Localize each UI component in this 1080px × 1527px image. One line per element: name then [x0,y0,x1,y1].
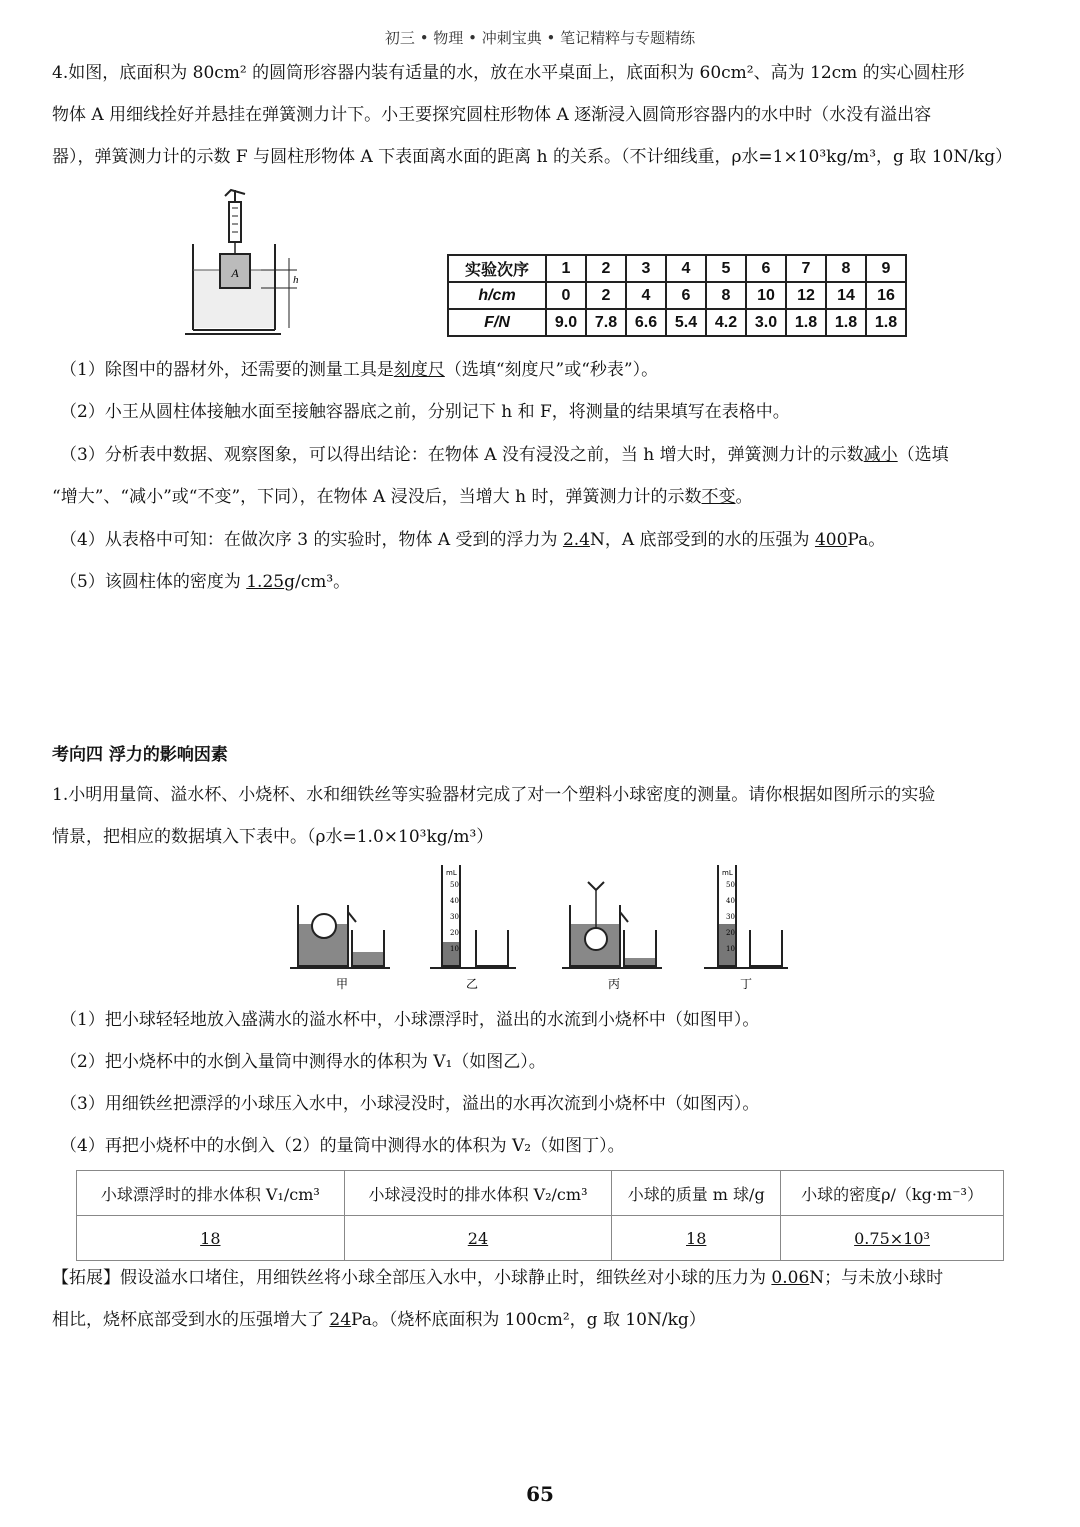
object-a-label: A [231,266,239,280]
q1-sub4: （4）再把小烧杯中的水倒入（2）的量筒中测得水的体积为 V₂（如图丁）。 [60,1136,625,1156]
page-header: 初三 • 物理 • 冲刺宝典 • 笔记精粹与专题精练 [384,29,696,47]
q1-line1: 1.小明用量筒、溢水杯、小烧杯、水和细铁丝等实验器材完成了对一个塑料小球密度的测量。请你根据如图所示的实验 [52,785,936,805]
tick-label: 10 [450,945,459,953]
table-cell: 5.4 [666,309,706,336]
tick-label: 50 [450,881,459,889]
spring-scale-figure [185,188,305,338]
q4-line1: 4.如图，底面积为 80cm² 的圆筒形容器内装有适量的水，放在水平桌面上，底面积为 60cm²、高为 12cm 的实心圆柱形 [52,63,965,83]
table-cell: 2 [586,282,626,309]
answer-blank: 2.4 [562,530,590,550]
figure-label-jia: 甲 [335,977,349,991]
table-row [448,255,906,282]
answer-blank: 减小 [863,445,898,465]
table-cell: 9 [866,255,906,282]
tick-label: 40 [450,897,459,905]
table-cell: 7.8 [586,309,626,336]
q1-sub3: （3）用细铁丝把漂浮的小球压入水中，小球浸没时，溢出的水再次流到小烧杯中（如图丙）。 [60,1094,760,1114]
q4-sub5-unit: g/cm³。 [284,572,351,592]
table-cell: 7 [786,255,826,282]
table-cell: 1.8 [826,309,866,336]
table-cell: 24 [344,1216,612,1261]
tick-label: 20 [726,929,735,937]
table-cell: 10 [746,282,786,309]
answer-blank: 刻度尺 [393,360,445,380]
table-cell: 6 [666,282,706,309]
table-cell: 2 [586,255,626,282]
figure-bing [562,882,662,991]
table-cell: 6.6 [626,309,666,336]
table-cell: 16 [866,282,906,309]
answer-blank: 400 [814,530,848,550]
q4-sub3-hint: （选填 [897,445,949,465]
q4-sub5 [60,567,350,597]
extension-text3: 相比，烧杯底部受到水的压强增大了 [52,1310,330,1330]
table-row [448,282,906,309]
overflow-cup-figure [290,860,790,995]
q4-sub3-text2: “增大”、“减小”或“不变”，下同），在物体 A 浸没后，当增大 h 时，弹簧测力计的示数 [52,487,702,507]
q4-sub3-text: （3）分析表中数据、观察图象，可以得出结论：在物体 A 没有浸没之前，当 h 增大时，弹簧测力计的示数 [60,445,864,465]
table-cell: 4.2 [706,309,746,336]
cylinder-unit-label: mL [722,869,733,877]
section-title: 考向四 浮力的影响因素 [52,745,228,765]
table-header: 小球漂浮时的排水体积 V₁/cm³ [77,1171,345,1216]
table-cell: F/N [448,309,546,336]
extension-line2 [52,1305,706,1335]
tick-label: 40 [726,897,735,905]
table-cell: 4 [626,282,666,309]
q1-answer-table [76,1170,1004,1261]
answer-blank: 不变 [701,487,736,507]
answer-blank: 24 [329,1310,352,1330]
cylinder-unit-label: mL [446,869,457,877]
q4-sub1-text: （1）除图中的器材外，还需要的测量工具是 [60,360,394,380]
q4-sub4 [60,525,885,555]
figure-label-ding: 丁 [739,977,753,991]
q4-line3: 器），弹簧测力计的示数 F 与圆柱形物体 A 下表面离水面的距离 h 的关系。（不计细线重，ρ水=1×10³kg/m³，g 取 10N/kg） [52,147,1013,167]
table-cell: h/cm [448,282,546,309]
table-header: 小球浸没时的排水体积 V₂/cm³ [344,1171,612,1216]
figure-ding [704,865,788,991]
q4-sub1-hint: （选填“刻度尺”或“秒表”）。 [444,360,659,380]
tick-label: 30 [726,913,735,921]
table-row [448,309,906,336]
q4-sub3-end: 。 [735,487,753,507]
table-cell: 14 [826,282,866,309]
table-cell: 1.8 [786,309,826,336]
answer-blank: 0.06 [771,1268,810,1288]
table-cell: 0.75×10³ [781,1216,1004,1261]
page-number: 65 [526,1482,554,1506]
table-cell: 5 [706,255,746,282]
table-cell: 1.8 [866,309,906,336]
q4-sub5-text: （5）该圆柱体的密度为 [60,572,247,592]
table-cell: 6 [746,255,786,282]
extension-text: 【拓展】假设溢水口堵住，用细铁丝将小球全部压入水中，小球静止时，细铁丝对小球的压力为 [52,1268,772,1288]
q4-sub2: （2）小王从圆柱体接触水面至接触容器底之前，分别记下 h 和 F，将测量的结果填写在表格中。 [60,402,790,422]
extension-line1 [52,1263,943,1293]
table-cell: 12 [786,282,826,309]
table-cell: 9.0 [546,309,586,336]
table-cell: 8 [706,282,746,309]
tick-label: 30 [450,913,459,921]
figure-jia [290,905,390,991]
q4-sub3-line2 [52,482,753,512]
answer-blank: 1.25 [246,572,285,592]
tick-label: 50 [726,881,735,889]
q4-sub4-text: （4）从表格中可知：在做次序 3 的实验时，物体 A 受到的浮力为 [60,530,563,550]
q4-sub4-text2: N，A 底部受到的水的压强为 [589,530,815,550]
table-cell: 3 [626,255,666,282]
table-cell: 0 [546,282,586,309]
q4-sub1 [60,355,658,385]
table-cell: 3.0 [746,309,786,336]
q1-sub1: （1）把小球轻轻地放入盛满水的溢水杯中，小球漂浮时，溢出的水流到小烧杯中（如图甲）。 [60,1010,760,1030]
depth-h-label: h [293,274,299,286]
table-cell: 4 [666,255,706,282]
table-cell: 8 [826,255,866,282]
extension-text2: N；与未放小球时 [809,1268,944,1288]
q1-line2: 情景，把相应的数据填入下表中。（ρ水=1.0×10³kg/m³） [52,827,494,847]
figure-label-bing: 丙 [607,977,621,991]
q1-sub2: （2）把小烧杯中的水倒入量筒中测得水的体积为 V₁（如图乙）。 [60,1052,546,1072]
table-cell: 实验次序 [448,255,546,282]
extension-text4: Pa。（烧杯底面积为 100cm²，g 取 10N/kg） [351,1310,706,1330]
table-cell: 18 [77,1216,345,1261]
q4-line2: 物体 A 用细线拴好并悬挂在弹簧测力计下。小王要探究圆柱形物体 A 逐渐浸入圆筒形容器内的水中时（水没有溢出容 [52,105,932,125]
figure-yi [430,865,516,991]
table-row [77,1171,1004,1216]
table-cell: 1 [546,255,586,282]
q4-sub4-unit: Pa。 [847,530,886,550]
tick-label: 10 [726,945,735,953]
table-row [77,1216,1004,1261]
q4-sub3-line1 [60,440,949,470]
q4-data-table [447,254,907,337]
figure-label-yi: 乙 [465,977,479,991]
table-header: 小球的质量 m 球/g [612,1171,781,1216]
tick-label: 20 [450,929,459,937]
table-cell: 18 [612,1216,781,1261]
table-header: 小球的密度ρ/（kg·m⁻³） [781,1171,1004,1216]
